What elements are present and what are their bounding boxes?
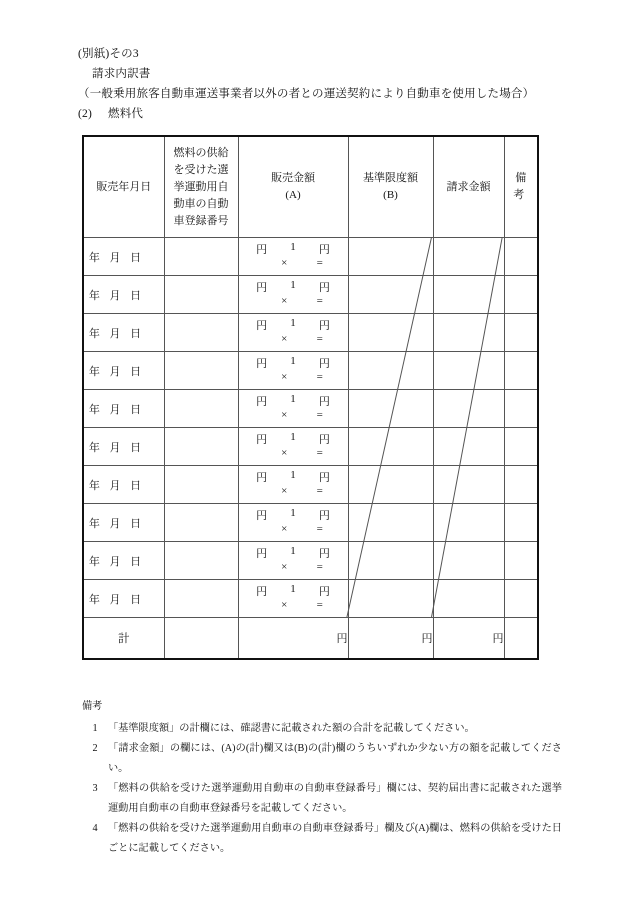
cell-sale-date[interactable] [83,466,164,504]
cell-claim-amount [433,580,504,618]
header-sale-date [83,136,164,238]
header-standard-limit-code: (B) [383,189,398,201]
cell-standard-limit [348,542,433,580]
note-text: 「基準限度額」の計欄には、確認書に記載された額の合計を記載してください。 [108,722,475,734]
cell-sale-amount[interactable] [238,276,348,314]
note-text: 「請求金額」の欄には、(A)の(計)欄又は(B)の(計)欄のうちいずれか少ない方の額を記載してください。 [108,743,562,774]
cell-standard-limit [348,428,433,466]
cell-sale-amount[interactable] [238,542,348,580]
total-claim-amount-cell[interactable]: 円 [433,618,504,660]
table-row [83,276,538,314]
date-unit-year: 年 [88,517,100,530]
cell-sale-date[interactable] [83,390,164,428]
note-item [82,719,562,739]
table-row [83,238,538,276]
cell-sale-date[interactable] [83,504,164,542]
date-unit-month: 月 [109,289,121,302]
total-sale-amount-cell[interactable]: 円 [238,618,348,660]
amount-multiply-sign: × [281,409,288,421]
cell-remarks[interactable] [504,580,538,618]
amount-equals-sign: = [316,561,323,573]
cell-standard-limit [348,466,433,504]
cell-remarks[interactable] [504,542,538,580]
amount-yen-left: 円 [256,358,268,370]
amount-quantity: 1 [290,241,296,253]
header-remarks-label: 備 考 [513,172,546,201]
amount-quantity: 1 [290,317,296,329]
cell-claim-amount [433,314,504,352]
date-unit-month: 月 [109,327,121,340]
cell-remarks[interactable] [504,466,538,504]
date-unit-month: 月 [109,365,121,378]
fuel-cost-table [82,135,546,660]
date-unit-day: 日 [130,403,142,416]
table-row [83,352,538,390]
note-text: 「燃料の供給を受けた選挙運動用自動車の自動車登録番号」欄及び(A)欄は、燃料の供給を受けた日ごとに記載してください。 [108,823,562,854]
table-row [83,466,538,504]
amount-quantity: 1 [290,431,296,443]
header-sale-date-label: 販売年月日 [96,180,152,193]
amount-multiply-sign: × [281,295,288,307]
cell-vehicle-reg-number[interactable] [164,466,238,504]
cell-sale-amount[interactable] [238,428,348,466]
cell-standard-limit [348,314,433,352]
cell-sale-date[interactable] [83,352,164,390]
amount-yen-left: 円 [256,510,268,522]
section-title: 燃料代 [108,108,144,120]
amount-multiply-sign: × [281,333,288,345]
cell-remarks[interactable] [504,390,538,428]
cell-vehicle-reg-number[interactable] [164,542,238,580]
date-unit-month: 月 [109,555,121,568]
amount-yen-right: 円 [318,586,330,598]
total-row [83,618,538,660]
cell-claim-amount [433,428,504,466]
cell-sale-amount[interactable] [238,238,348,276]
amount-yen-right: 円 [318,320,330,332]
amount-multiply-sign: × [281,523,288,535]
note-number: 3 [92,783,98,794]
cell-vehicle-reg-number[interactable] [164,238,238,276]
amount-equals-sign: = [316,485,323,497]
amount-equals-sign: = [316,333,323,345]
amount-yen-left: 円 [256,396,268,408]
total-label: 計 [83,618,164,660]
table-row [83,542,538,580]
header-claim-amount [433,136,504,238]
date-unit-month: 月 [109,403,121,416]
cell-sale-date[interactable] [83,238,164,276]
note-number: 1 [92,722,98,734]
amount-multiply-sign: × [281,371,288,383]
amount-yen-left: 円 [256,586,268,598]
cell-sale-amount[interactable] [238,352,348,390]
amount-equals-sign: = [316,599,323,611]
date-unit-year: 年 [88,555,100,568]
date-unit-month: 月 [109,441,121,454]
header-sale-amount-code: (A) [285,189,301,201]
cell-vehicle-reg-number[interactable] [164,504,238,542]
date-unit-year: 年 [88,593,100,606]
header-sale-amount-label: 販売金額 [271,172,315,184]
amount-yen-left: 円 [256,472,268,484]
amount-equals-sign: = [316,523,323,535]
header-remarks [504,136,546,238]
cell-standard-limit [348,390,433,428]
note-number: 2 [92,743,98,754]
amount-yen-right: 円 [318,548,330,560]
amount-yen-left: 円 [256,244,268,256]
date-unit-year: 年 [88,327,100,340]
cell-remarks[interactable] [504,504,538,542]
date-unit-day: 日 [130,365,142,378]
total-remarks-cell[interactable] [504,618,538,660]
cell-vehicle-reg-number[interactable] [164,314,238,352]
cell-sale-amount[interactable] [238,390,348,428]
cell-standard-limit [348,276,433,314]
date-unit-year: 年 [88,251,100,264]
amount-quantity: 1 [290,583,296,595]
cell-remarks[interactable] [504,428,538,466]
amount-multiply-sign: × [281,485,288,497]
amount-equals-sign: = [316,371,323,383]
amount-yen-right: 円 [318,244,330,256]
table-row [83,504,538,542]
cell-sale-date[interactable] [83,276,164,314]
amount-multiply-sign: × [281,447,288,459]
cell-remarks[interactable] [504,314,538,352]
amount-multiply-sign: × [281,599,288,611]
cell-standard-limit [348,580,433,618]
cell-claim-amount [433,276,504,314]
header-vehicle-reg-number-label: 燃料の供給を受けた選挙運動用自動車の自動車登録番号 [173,146,229,227]
cell-claim-amount [433,390,504,428]
amount-multiply-sign: × [281,561,288,573]
date-unit-day: 日 [130,441,142,454]
date-unit-month: 月 [109,251,121,264]
cell-vehicle-reg-number[interactable] [164,580,238,618]
date-unit-day: 日 [130,517,142,530]
header-vehicle-reg-number [164,136,238,238]
notes-list [82,719,562,859]
notes-title: 備考 [82,701,103,712]
table-row [83,580,538,618]
amount-yen-left: 円 [256,548,268,560]
date-unit-year: 年 [88,403,100,416]
cell-sale-date[interactable] [83,428,164,466]
date-unit-day: 日 [130,251,142,264]
date-unit-year: 年 [88,479,100,492]
amount-equals-sign: = [316,257,323,269]
date-unit-month: 月 [109,517,121,530]
cell-remarks[interactable] [504,276,538,314]
note-item [82,739,562,778]
cell-sale-amount[interactable] [238,314,348,352]
note-number: 4 [92,823,98,834]
cell-remarks[interactable] [504,352,538,390]
note-text: 「燃料の供給を受けた選挙運動用自動車の自動車登録番号」欄には、契約届出書に記載された選挙運動用自動車の自動車登録番号を記載してください。 [108,783,562,814]
amount-yen-right: 円 [318,358,330,370]
date-unit-month: 月 [109,479,121,492]
amount-quantity: 1 [290,545,296,557]
note-item [82,779,562,818]
document-heading [78,44,578,124]
amount-equals-sign: = [316,295,323,307]
fuel-cost-table-wrap [82,135,546,690]
total-vehicle-reg-cell[interactable] [164,618,238,660]
amount-quantity: 1 [290,393,296,405]
document-title: 請求内訳書 [92,68,151,80]
header-standard-limit-label: 基準限度額 [363,172,418,184]
amount-multiply-sign: × [281,257,288,269]
date-unit-day: 日 [130,555,142,568]
cell-sale-date[interactable] [83,580,164,618]
cell-claim-amount [433,542,504,580]
amount-quantity: 1 [290,507,296,519]
header-standard-limit [348,136,433,238]
cell-claim-amount [433,352,504,390]
cell-vehicle-reg-number[interactable] [164,428,238,466]
attachment-label: (別紙)その3 [78,48,139,60]
table-header-row [83,136,538,238]
date-unit-month: 月 [109,593,121,606]
cell-sale-amount[interactable] [238,466,348,504]
amount-quantity: 1 [290,355,296,367]
date-unit-day: 日 [130,327,142,340]
section-heading [78,104,578,124]
date-unit-year: 年 [88,441,100,454]
cell-vehicle-reg-number[interactable] [164,276,238,314]
cell-claim-amount [433,504,504,542]
cell-sale-date[interactable] [83,314,164,352]
date-unit-year: 年 [88,289,100,302]
date-unit-day: 日 [130,479,142,492]
date-unit-year: 年 [88,365,100,378]
cell-sale-amount[interactable] [238,580,348,618]
amount-yen-right: 円 [318,434,330,446]
header-claim-amount-label: 請求金額 [446,180,491,193]
cell-standard-limit [348,238,433,276]
header-sale-amount [238,136,348,238]
amount-equals-sign: = [316,447,323,459]
note-item [82,819,562,858]
amount-equals-sign: = [316,409,323,421]
notes-section [82,697,562,858]
section-number: (2) [78,108,93,120]
cell-sale-date[interactable] [83,542,164,580]
amount-yen-right: 円 [318,472,330,484]
amount-yen-right: 円 [318,510,330,522]
amount-yen-left: 円 [256,434,268,446]
cell-vehicle-reg-number[interactable] [164,352,238,390]
cell-claim-amount [433,238,504,276]
cell-standard-limit [348,352,433,390]
table-row [83,428,538,466]
amount-yen-left: 円 [256,320,268,332]
document-subtitle: （一般乗用旅客自動車運送事業者以外の者との運送契約により自動車を使用した場合） [78,88,535,100]
amount-yen-left: 円 [256,282,268,294]
table-row [83,390,538,428]
cell-claim-amount [433,466,504,504]
cell-standard-limit [348,504,433,542]
amount-yen-right: 円 [318,396,330,408]
cell-sale-amount[interactable] [238,504,348,542]
date-unit-day: 日 [130,593,142,606]
amount-quantity: 1 [290,469,296,481]
table-row [83,314,538,352]
amount-yen-right: 円 [318,282,330,294]
date-unit-day: 日 [130,289,142,302]
cell-vehicle-reg-number[interactable] [164,390,238,428]
amount-quantity: 1 [290,279,296,291]
total-standard-limit-cell[interactable]: 円 [348,618,433,660]
cell-remarks[interactable] [504,238,538,276]
